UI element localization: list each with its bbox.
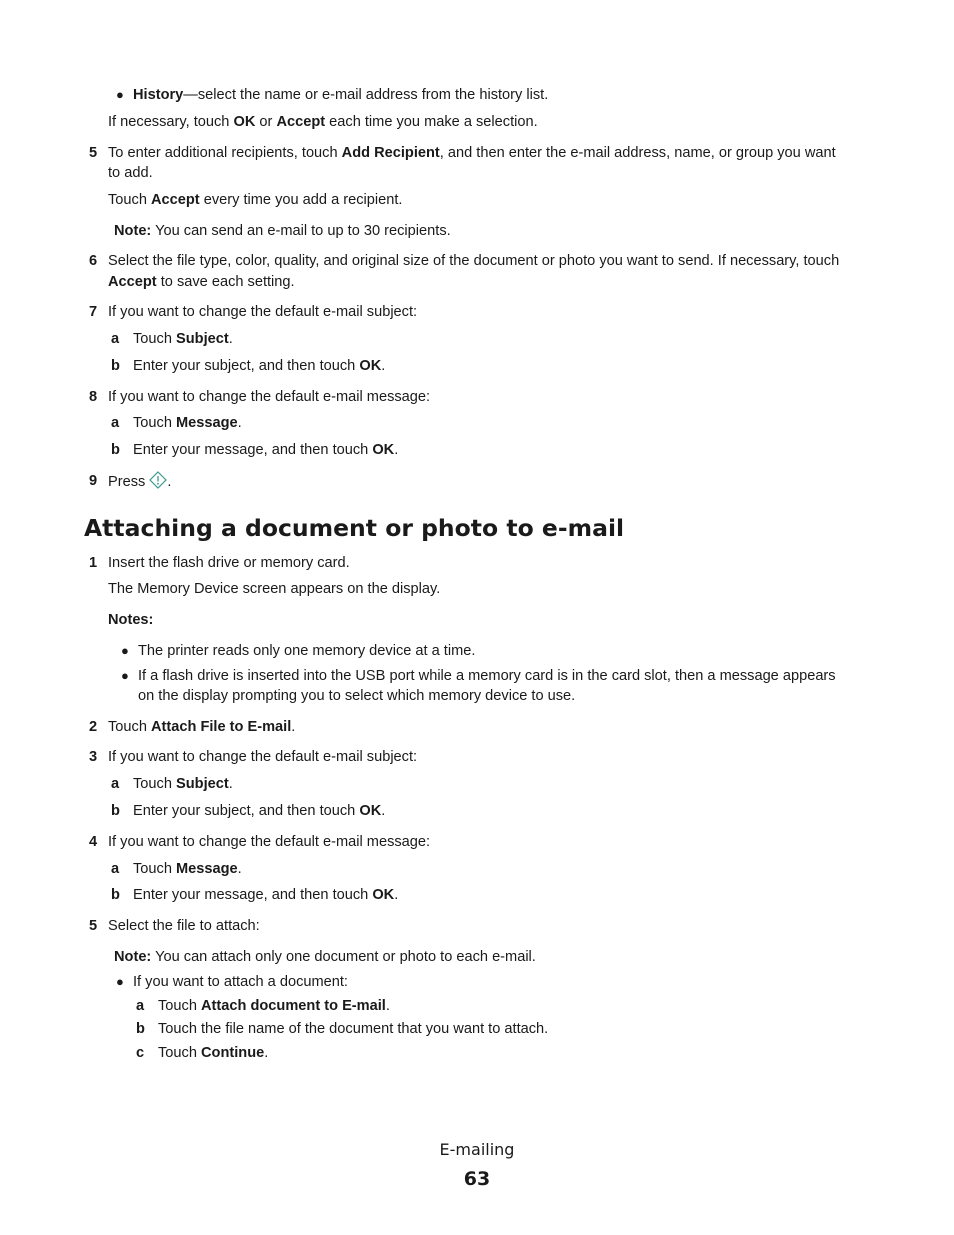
substep-letter: b [136, 1021, 145, 1037]
step-text: Select the file to attach: [108, 918, 260, 934]
step-number: 3 [89, 749, 98, 765]
substep-text: Touch Continue. [158, 1045, 269, 1061]
substep-letter: a [111, 415, 120, 431]
notes-label: Notes: [108, 612, 154, 628]
step-text-continued: Accept to save each setting. [108, 274, 295, 290]
bullet: ● [121, 643, 129, 658]
step-text: Select the file type, color, quality, and original size of the document or photo you want to send. If necessary, touch [108, 253, 840, 269]
substep-text: Touch Subject. [133, 776, 233, 792]
substep-text: Enter your subject, and then touch OK. [133, 358, 386, 374]
step-text: Press . [108, 471, 171, 495]
start-button-icon [149, 471, 167, 495]
substep-text: Enter your message, and then touch OK. [133, 887, 399, 903]
substep-text: Touch Message. [133, 861, 242, 877]
note-item: The printer reads only one memory device at a time. [138, 643, 476, 659]
note-item: If a flash drive is inserted into the USB port while a memory card is in the card slot, then a message appears [138, 668, 836, 684]
step-number: 9 [89, 473, 98, 489]
step-number: 5 [89, 918, 98, 934]
bullet: ● [116, 87, 124, 102]
step-text: If you want to change the default e-mail message: [108, 389, 431, 405]
bullet: ● [121, 668, 129, 683]
step-text: If you want to change the default e-mail subject: [108, 304, 418, 320]
substep-text: Touch Message. [133, 415, 242, 431]
step-text: Touch Attach File to E-mail. [108, 719, 296, 735]
step-text: To enter additional recipients, touch Add Recipient, and then enter the e-mail address, name, or group you want [108, 145, 836, 161]
substep-letter: b [111, 358, 120, 374]
step-number: 8 [89, 389, 98, 405]
substep-text: Enter your subject, and then touch OK. [133, 803, 386, 819]
step-number: 7 [89, 304, 98, 320]
step-text: Insert the flash drive or memory card. [108, 555, 350, 571]
substep-letter: b [111, 442, 120, 458]
step-number: 5 [89, 145, 98, 161]
section-heading: Attaching a document or photo to e-mail [84, 514, 625, 542]
substep-letter: b [111, 887, 120, 903]
page-number: 63 [463, 1168, 491, 1190]
footer-chapter: E-mailing [439, 1140, 515, 1159]
substep-text: Enter your message, and then touch OK. [133, 442, 399, 458]
note-item-continued: on the display prompting you to select which memory device to use. [138, 688, 576, 704]
substep-text: Touch Subject. [133, 331, 233, 347]
step-number: 4 [89, 834, 98, 850]
step-text: If you want to change the default e-mail subject: [108, 749, 418, 765]
substep-letter: a [136, 998, 145, 1014]
step-subtext: The Memory Device screen appears on the display. [108, 581, 441, 597]
substep-text: Touch the file name of the document that you want to attach. [158, 1021, 549, 1037]
note: Note: You can attach only one document or photo to each e-mail. [114, 949, 536, 965]
step-number: 6 [89, 253, 98, 269]
step-number: 2 [89, 719, 98, 735]
bullet: ● [116, 974, 124, 989]
note: Note: You can send an e-mail to up to 30 recipients. [114, 223, 451, 239]
step-text-continued: to add. [108, 165, 153, 181]
substep-letter: c [136, 1045, 145, 1061]
bullet-text: If you want to attach a document: [133, 974, 348, 990]
substep-text: Touch Attach document to E-mail. [158, 998, 390, 1014]
substep-letter: b [111, 803, 120, 819]
history-option: History—select the name or e-mail address from the history list. [133, 87, 549, 103]
substep-letter: a [111, 331, 120, 347]
substep-letter: a [111, 861, 120, 877]
step-number: 1 [89, 555, 98, 571]
step-text: If you want to change the default e-mail message: [108, 834, 431, 850]
step-subtext: Touch Accept every time you add a recipient. [108, 192, 403, 208]
selection-instruction: If necessary, touch OK or Accept each time you make a selection. [108, 114, 538, 130]
substep-letter: a [111, 776, 120, 792]
